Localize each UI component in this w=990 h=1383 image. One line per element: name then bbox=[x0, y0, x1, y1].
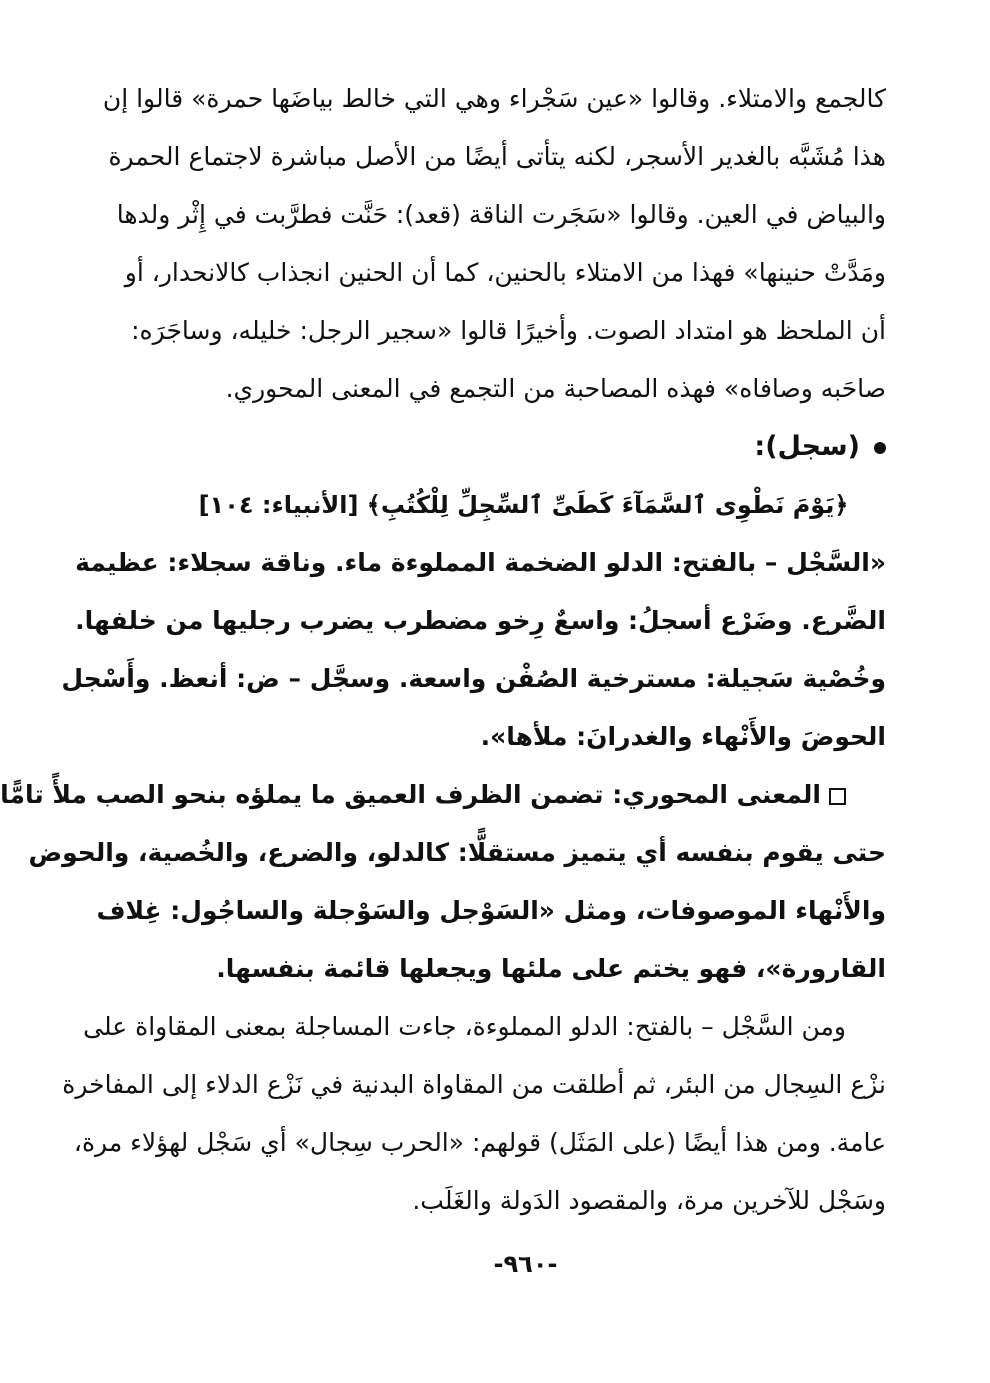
text-line: أن الملحظ هو امتداد الصوت. وأخيرًا قالوا «سجير الرجل: خليله، وساجَرَه: bbox=[131, 316, 886, 345]
text-line: الضَّرع. وضَرْع أسجلُ: واسعٌ رِخو مضطرب يضرب رجليها من خلفها. bbox=[75, 606, 886, 635]
text-line: صاحَبه وصافاه» فهذه المصاحبة من التجمع في المعنى المحوري. bbox=[225, 374, 886, 403]
root-heading-text: (سجل): bbox=[754, 431, 860, 462]
paragraph-intro bbox=[102, 70, 886, 418]
text-line: كالجمع والامتلاء. وقالوا «عين سَجْراء وهي التي خالط بياضَها حمرة» قالوا إن bbox=[102, 84, 886, 113]
text-line: ومن السَّجْل – بالفتح: الدلو المملوءة، جاءت المساجلة بمعنى المقاواة على bbox=[83, 1012, 846, 1041]
paragraph-derivation bbox=[62, 998, 886, 1230]
quran-verse: ﴿يَوْمَ نَطْوِى ٱلسَّمَآءَ كَطَىِّ ٱلسِّجِلِّ لِلْكُتُبِ﴾ [الأنبياء: ١٠٤] bbox=[198, 491, 849, 519]
core-meaning-block bbox=[0, 766, 886, 998]
text-line: والأَنْهاء الموصوفات، ومثل «السَوْجل والسَوْجلة والساجُول: غِلاف bbox=[96, 896, 886, 925]
text-line: ومَدَّتْ حنينها» فهذا من الامتلاء بالحنين، كما أن الحنين انجذاب كالانحدار، أو bbox=[124, 258, 886, 287]
text-line: هذا مُشَبَّه بالغدير الأسجر، لكنه يتأتى أيضًا من الأصل مباشرة لاجتماع الحمرة bbox=[108, 142, 886, 171]
bullet-icon bbox=[874, 442, 886, 454]
text-line: والبياض في العين. وقالوا «سَجَرت الناقة (قعد): حَنَّت فطرَّبت في إِثْر ولدها bbox=[116, 200, 886, 229]
text-line: المعنى المحوري: تضمن الظرف العميق ما يملؤه بنحو الصب ملأً تامًّا bbox=[0, 780, 821, 809]
page-body bbox=[0, 70, 886, 1230]
square-icon bbox=[829, 788, 846, 805]
text-line: حتى يقوم بنفسه أي يتميز مستقلًّا: كالدلو، والضرع، والخُصية، والحوض bbox=[28, 838, 886, 867]
text-line: القارورة»، فهو يختم على ملئها ويجعلها قائمة بنفسها. bbox=[216, 954, 886, 983]
text-line: وسَجْل للآخرين مرة، والمقصود الدَولة والغَلَب. bbox=[412, 1186, 886, 1215]
page-number: -٩٦٠- bbox=[493, 1250, 558, 1278]
definition-block bbox=[61, 534, 886, 766]
text-line: عامة. ومن هذا أيضًا (على المَثَل) قولهم: «الحرب سِجال» أي سَجْل لهؤلاء مرة، bbox=[73, 1128, 886, 1157]
text-line: الحوضَ والأَنْهاء والغدرانَ: ملأها». bbox=[480, 722, 886, 751]
text-line: نزْع السِجال من البئر، ثم أطلقت من المقاواة البدنية في نَزْع الدلاء إلى المفاخرة bbox=[62, 1070, 886, 1099]
root-heading bbox=[161, 418, 886, 476]
text-line: وخُصْية سَجيلة: مسترخية الصُفْن واسعة. وسجَّل – ض: أنعظ. وأَسْجل bbox=[61, 664, 886, 693]
core-meaning-first-line bbox=[0, 766, 886, 824]
text-line: «السَّجْل – بالفتح: الدلو الضخمة المملوءة ماء. وناقة سجلاء: عظيمة bbox=[75, 548, 886, 577]
